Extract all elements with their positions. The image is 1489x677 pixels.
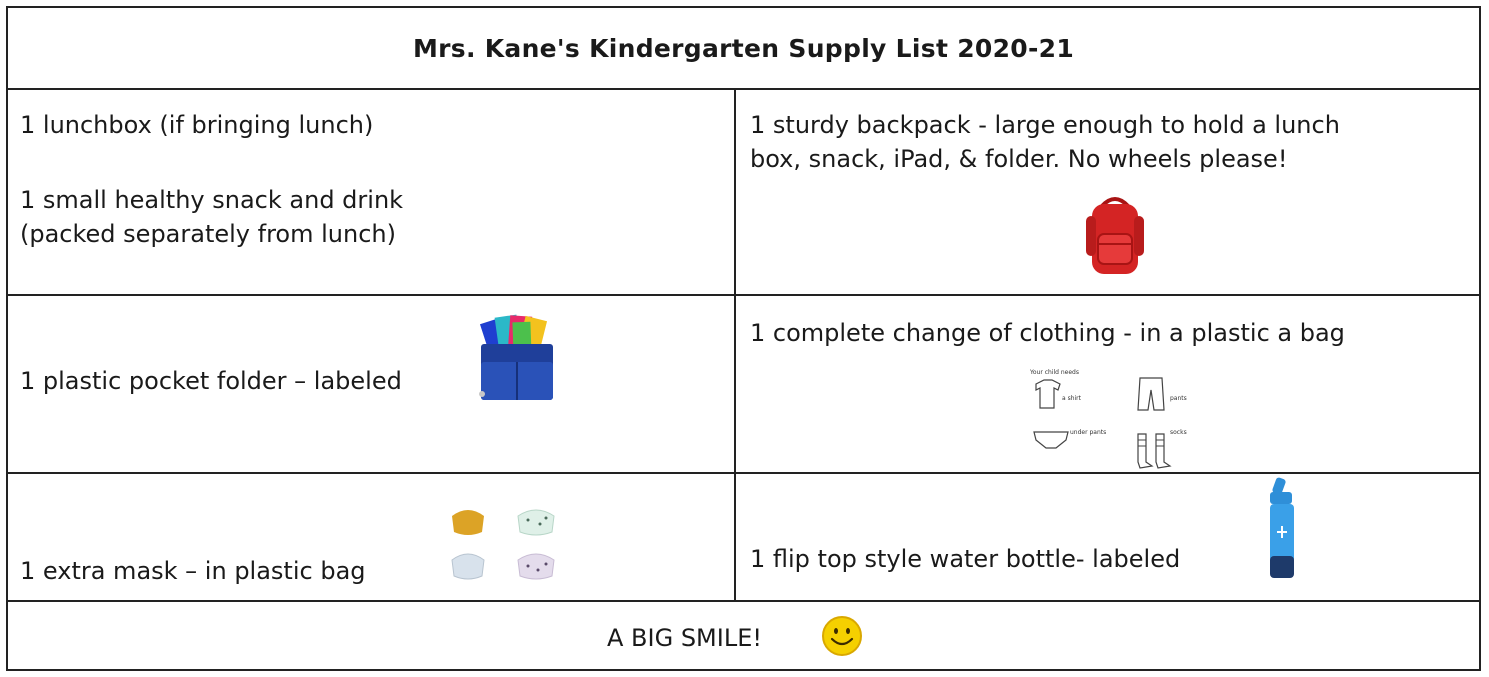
- table-row: [8, 296, 1479, 474]
- table-row: [8, 90, 1479, 296]
- supply-list-table: [6, 6, 1481, 671]
- sock-icon: [1156, 434, 1170, 468]
- clothing-heading: Your child needs: [1030, 369, 1079, 376]
- clothing-cell: [736, 296, 1479, 472]
- smile-item: A BIG SMILE!: [607, 624, 762, 652]
- sock-icon: [1138, 434, 1152, 468]
- water-bottle-icon: [1264, 478, 1300, 584]
- socks-label: socks: [1170, 429, 1187, 436]
- shirt-label: a shirt: [1062, 395, 1081, 402]
- lunch-cell: [8, 90, 736, 294]
- smiley-icon: [821, 615, 863, 657]
- underpants-icon: [1034, 432, 1068, 448]
- backpack-cell: [736, 90, 1479, 294]
- water-bottle-cell: [736, 474, 1479, 600]
- pants-label: pants: [1170, 395, 1187, 402]
- water-bottle-item: 1 flip top style water bottle- labeled: [750, 545, 1181, 573]
- shirt-icon: [1036, 380, 1060, 408]
- backpack-item-line1: 1 sturdy backpack - large enough to hold a lunch: [750, 111, 1340, 139]
- table-row: [8, 474, 1479, 602]
- page-title: Mrs. Kane's Kindergarten Supply List 2020-21: [412, 34, 1075, 63]
- mask-item: 1 extra mask – in plastic bag: [20, 557, 366, 585]
- title-row: [8, 8, 1479, 90]
- folder-cell: [8, 296, 736, 472]
- smile-row: [8, 602, 1479, 673]
- masks-icon: [446, 498, 606, 590]
- pants-icon: [1138, 378, 1164, 410]
- lunchbox-item: 1 lunchbox (if bringing lunch): [20, 111, 374, 139]
- folder-item: 1 plastic pocket folder – labeled: [20, 367, 402, 395]
- snack-item-line1: 1 small healthy snack and drink: [20, 186, 404, 214]
- backpack-icon: [1084, 192, 1146, 278]
- clothing-item: 1 complete change of clothing - in a plastic a bag: [750, 319, 1345, 347]
- backpack-item-line2: box, snack, iPad, & folder. No wheels please!: [750, 145, 1288, 173]
- underpants-label: under pants: [1070, 429, 1107, 436]
- clothing-checklist-image: [1026, 368, 1216, 474]
- pocket-folder-icon: [477, 314, 557, 402]
- snack-item-line2: (packed separately from lunch): [20, 220, 396, 248]
- mask-cell: [8, 474, 736, 600]
